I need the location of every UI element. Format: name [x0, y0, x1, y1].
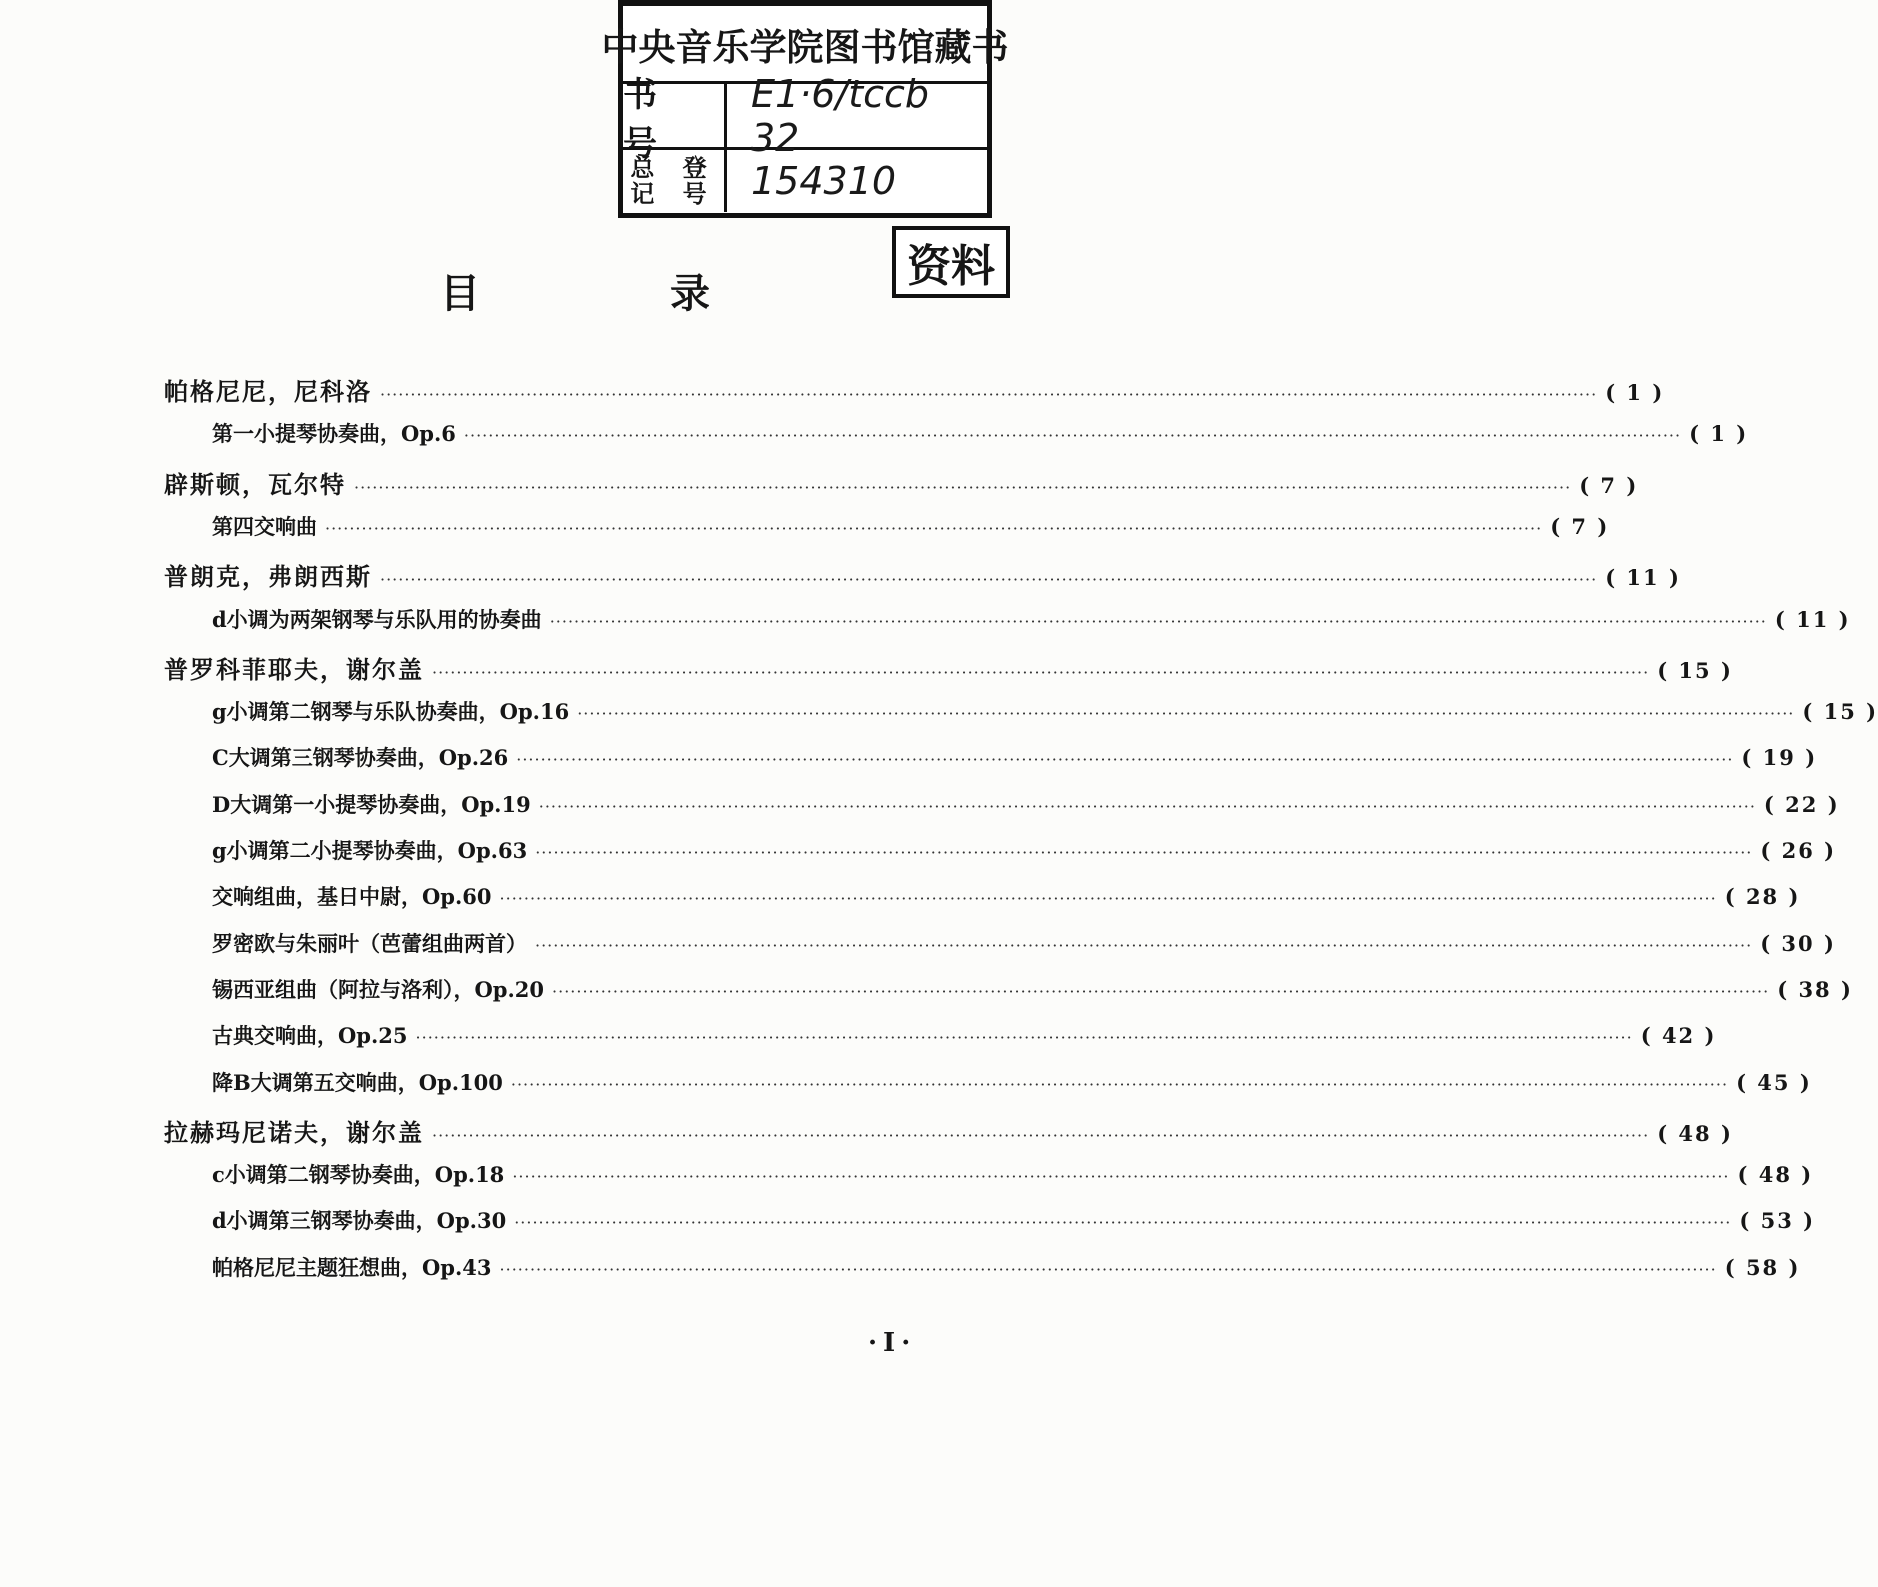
toc-page-ref: ( 45 ) [1736, 1070, 1812, 1095]
toc-page-ref: ( 11 ) [1605, 565, 1681, 590]
toc-leader-dots: ········································································································································································································ [380, 570, 1598, 589]
toc-leader-dots: ········································································································································································································ [538, 797, 1756, 816]
toc-page-ref: ( 42 ) [1640, 1023, 1717, 1048]
toc-work-entry [212, 742, 1818, 776]
toc-entry-title: 拉赫玛尼诺夫，谢尔盖 [164, 1118, 424, 1147]
toc-leader-dots: ········································································································································································································ [432, 1126, 1650, 1145]
toc-page-ref: ( 19 ) [1741, 745, 1818, 770]
toc-page-ref: ( 53 ) [1739, 1208, 1816, 1233]
library-stamp [601, 0, 1009, 218]
toc-leader-dots: ········································································································································································································ [463, 426, 1682, 445]
stamp-call-row [623, 71, 987, 164]
toc-work-entry [212, 789, 1840, 823]
toc-entry-title: c小调第二钢琴协奏曲，Op.18 [212, 1162, 505, 1187]
stamp-library-name: 中央音乐学院图书馆藏书 [623, 6, 987, 84]
stamp-call-label: 书 号 [623, 84, 727, 147]
page-number: ·I· [868, 1328, 917, 1358]
stamp-registration-row [623, 150, 987, 212]
toc-page-ref: ( 1 ) [1605, 380, 1665, 405]
toc-composer-entry [164, 372, 1665, 406]
stamp-registration-label-bottom: 记 号 [630, 180, 717, 208]
toc-entry-title: 普罗科菲耶夫，谢尔盖 [164, 655, 424, 684]
toc-leader-dots: ········································································································································································································ [549, 612, 1767, 631]
toc-work-entry [212, 696, 1878, 730]
toc-leader-dots: ········································································································································································································ [514, 1213, 1732, 1232]
toc-work-entry [212, 604, 1851, 638]
toc-leader-dots: ········································································································································································································ [535, 936, 1753, 955]
toc-entry-title: 交响组曲，基日中尉，Op.60 [212, 884, 492, 909]
toc-page-ref: ( 22 ) [1763, 792, 1840, 817]
toc-leader-dots: ········································································································································································································ [516, 750, 1734, 769]
page-title-left: 目 [440, 271, 480, 317]
toc-leader-dots: ········································································································································································································ [510, 1075, 1729, 1094]
toc-page-ref: ( 7 ) [1579, 473, 1639, 498]
material-seal: 资料 [892, 226, 1010, 298]
toc-work-entry [212, 1159, 1814, 1193]
toc-entry-title: 普朗克，弗朗西斯 [164, 562, 372, 591]
toc-entry-title: g小调第二小提琴协奏曲，Op.63 [212, 838, 528, 863]
toc-leader-dots: ········································································································································································································ [325, 519, 1543, 538]
toc-work-entry [212, 881, 1801, 915]
toc-leader-dots: ········································································································································································································ [535, 843, 1753, 862]
toc-page-ref: ( 48 ) [1657, 1121, 1733, 1146]
stamp-call-number: E1·6/tccb 32 [751, 71, 930, 160]
toc-work-entry [212, 1067, 1812, 1101]
toc-entry-title: 辟斯顿，瓦尔特 [164, 470, 346, 499]
toc-entry-title: 罗密欧与朱丽叶（芭蕾组曲两首） [212, 931, 527, 956]
toc-work-entry [212, 511, 1610, 545]
toc-entry-title: d小调为两架钢琴与乐队用的协奏曲 [212, 607, 542, 632]
toc-entry-title: C大调第三钢琴协奏曲，Op.26 [212, 745, 509, 770]
toc-entry-title: g小调第二钢琴与乐队协奏曲，Op.16 [212, 699, 570, 724]
toc-entry-title: 降B大调第五交响曲，Op.100 [212, 1070, 503, 1095]
toc-page-ref: ( 15 ) [1802, 699, 1878, 724]
toc-entry-title: 帕格尼尼主题狂想曲，Op.43 [212, 1255, 492, 1280]
stamp-registration-number: 154310 [751, 159, 897, 203]
toc-entry-title: 帕格尼尼，尼科洛 [164, 377, 372, 406]
toc-work-entry [212, 928, 1836, 962]
toc-leader-dots: ········································································································································································································ [432, 663, 1650, 682]
toc-entry-title: D大调第一小提琴协奏曲，Op.19 [212, 792, 531, 817]
toc-entry-title: 第四交响曲 [212, 514, 317, 539]
toc-work-entry [212, 1020, 1717, 1054]
toc-leader-dots: ········································································································································································································ [499, 889, 1717, 908]
toc-leader-dots: ········································································································································································································ [552, 982, 1770, 1001]
toc-composer-entry [164, 650, 1733, 684]
toc-entry-title: 锡西亚组曲（阿拉与洛利），Op.20 [212, 977, 545, 1002]
stamp-registration-label [623, 150, 727, 212]
toc-work-entry [212, 418, 1749, 452]
toc-leader-dots: ········································································································································································································ [577, 704, 1795, 723]
toc-leader-dots: ········································································································································································································ [512, 1167, 1730, 1186]
toc-page-ref: ( 30 ) [1760, 931, 1836, 956]
toc-work-entry [212, 1252, 1801, 1286]
toc-composer-entry [164, 557, 1681, 591]
stamp-registration-label-top: 总 登 [630, 154, 717, 182]
toc-page-ref: ( 11 ) [1774, 607, 1851, 632]
toc-page-ref: ( 38 ) [1777, 977, 1853, 1002]
toc-leader-dots: ········································································································································································································ [499, 1260, 1717, 1279]
toc-composer-entry [164, 1113, 1733, 1147]
toc-page-ref: ( 48 ) [1737, 1162, 1814, 1187]
toc-leader-dots: ········································································································································································································ [380, 385, 1598, 404]
toc-work-entry [212, 1205, 1816, 1239]
page-title-right: 录 [670, 271, 710, 317]
toc-page-ref: ( 26 ) [1760, 838, 1837, 863]
toc-work-entry [212, 835, 1837, 869]
toc-leader-dots: ········································································································································································································ [354, 478, 1572, 497]
toc-entry-title: 古典交响曲，Op.25 [212, 1023, 408, 1048]
toc-page-ref: ( 1 ) [1689, 421, 1749, 446]
toc-composer-entry [164, 465, 1639, 499]
page-title [440, 262, 710, 319]
toc-work-entry [212, 974, 1853, 1008]
toc-page-ref: ( 28 ) [1724, 884, 1801, 909]
toc-page-ref: ( 15 ) [1657, 658, 1733, 683]
toc-entry-title: 第一小提琴协奏曲，Op.6 [212, 421, 456, 446]
toc-leader-dots: ········································································································································································································ [415, 1028, 1633, 1047]
toc-page-ref: ( 7 ) [1550, 514, 1610, 539]
toc-page-ref: ( 58 ) [1724, 1255, 1801, 1280]
toc-entry-title: d小调第三钢琴协奏曲，Op.30 [212, 1208, 507, 1233]
